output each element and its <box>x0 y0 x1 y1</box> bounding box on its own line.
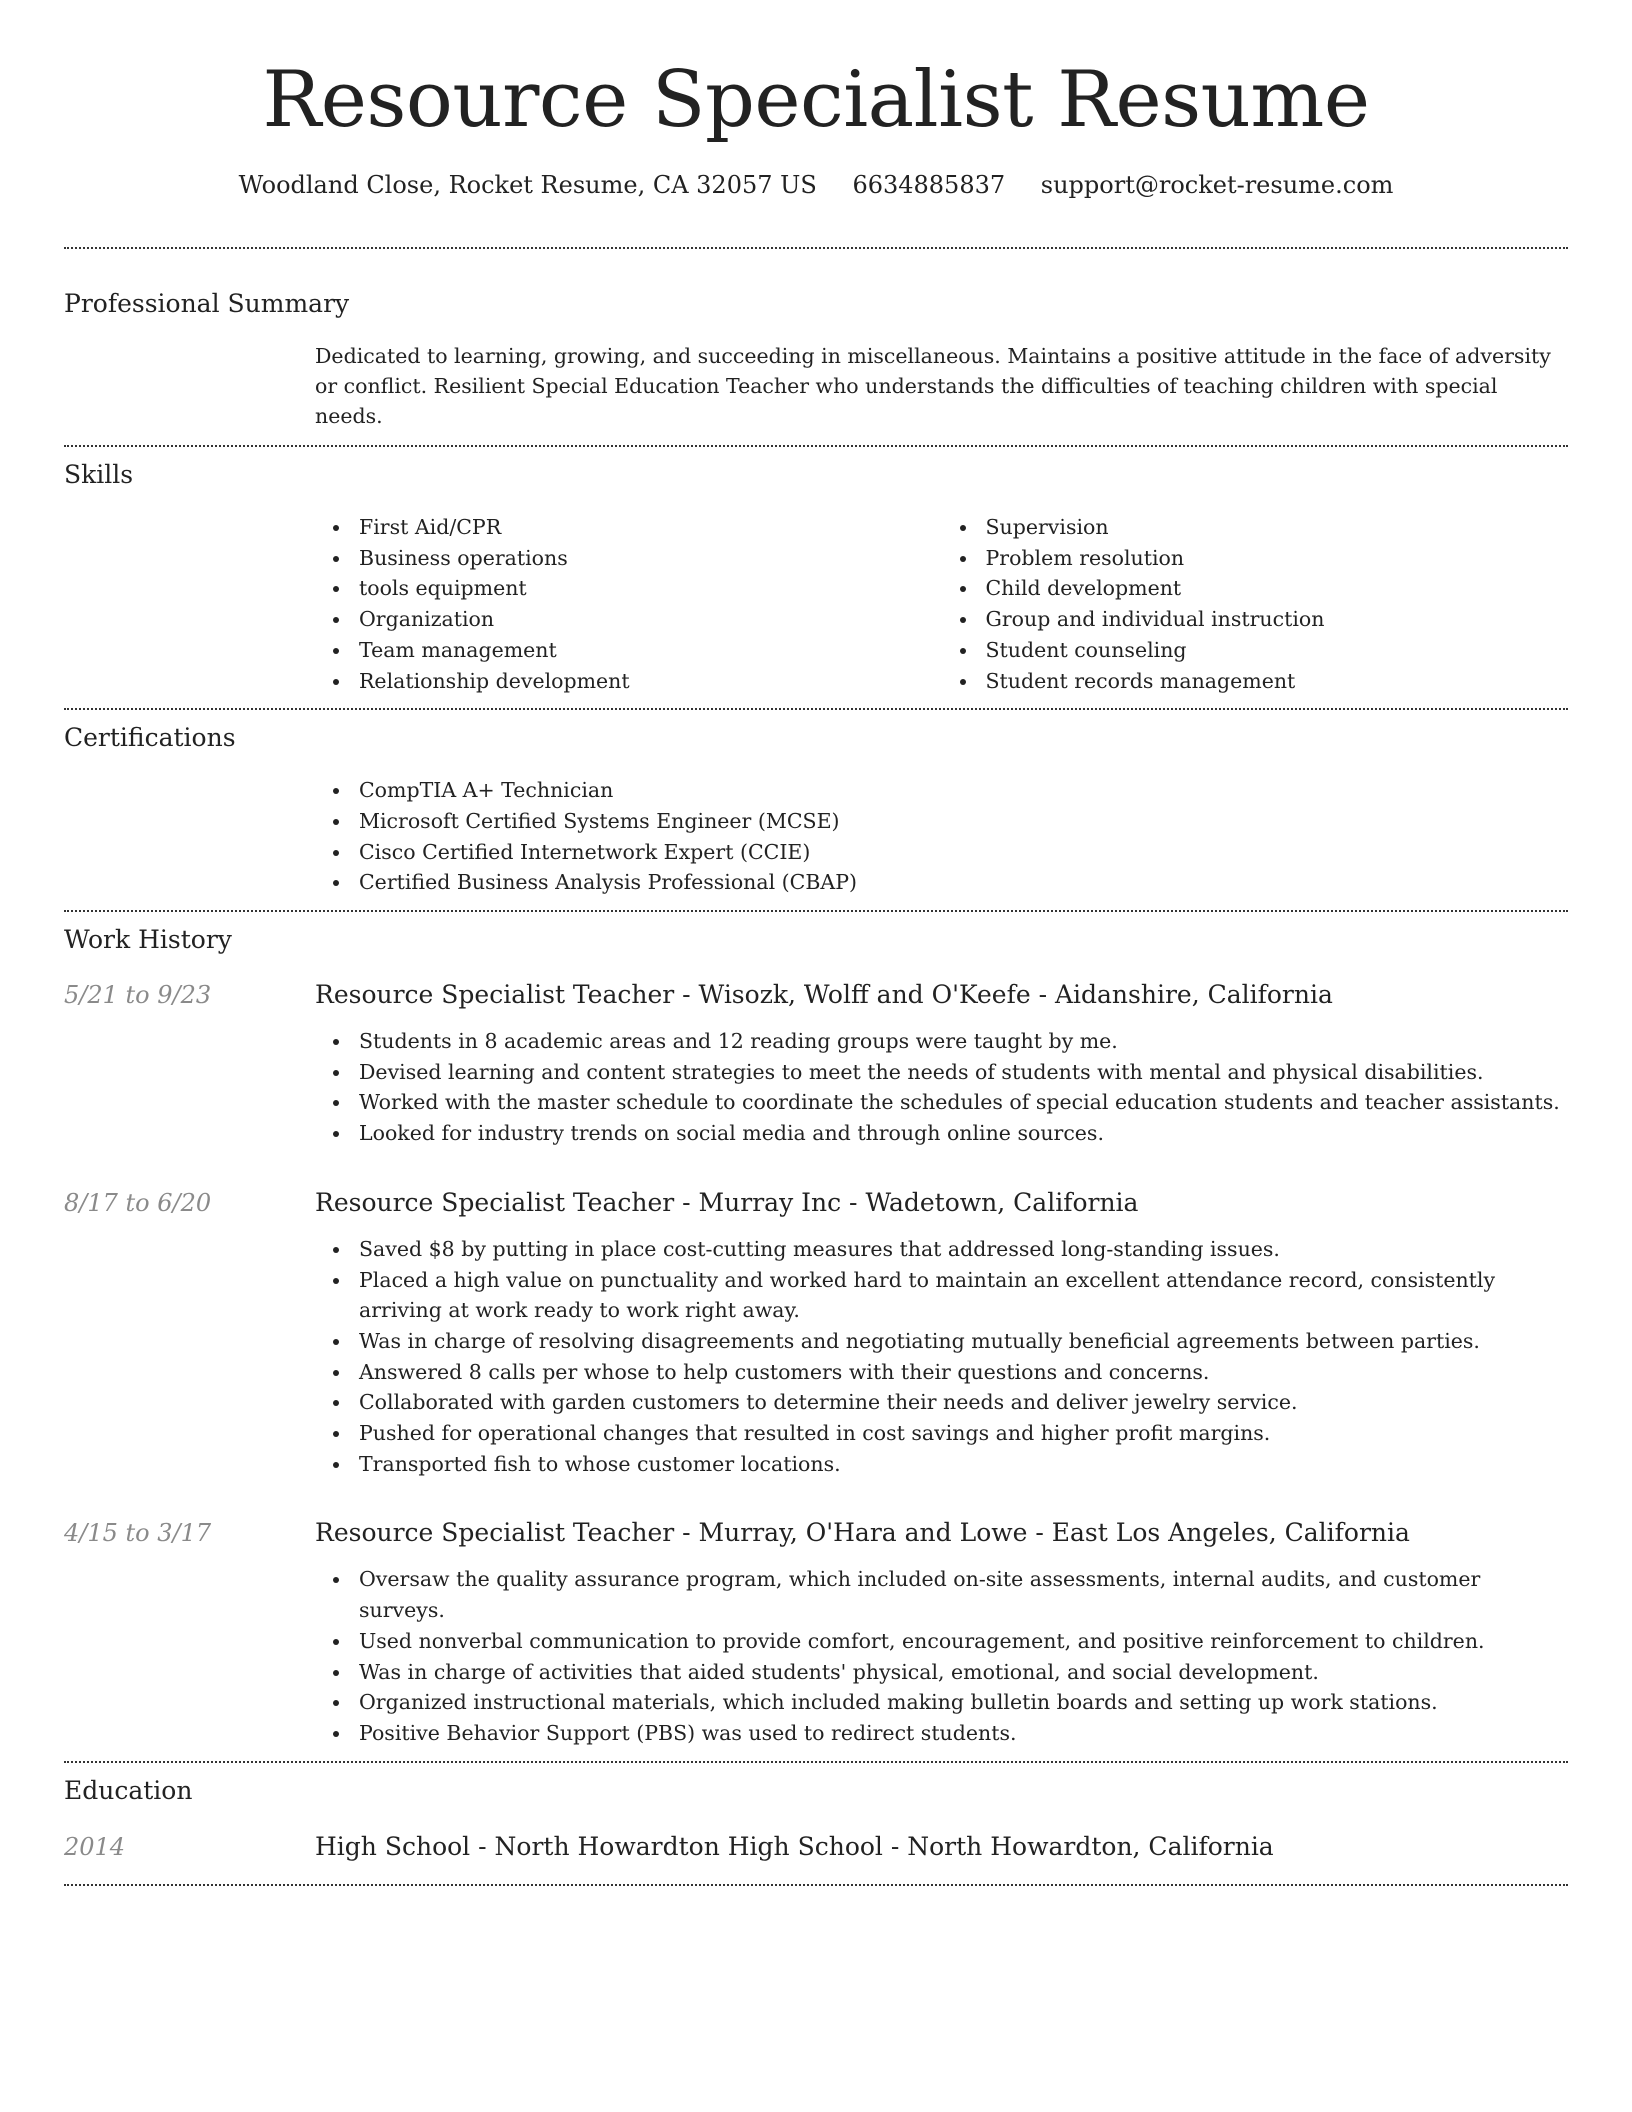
skills-column-left <box>315 512 942 696</box>
skill-item: Business operations <box>359 543 942 574</box>
education-school: High School - North Howardton High School - North Howardton, California <box>315 1831 1274 1861</box>
skill-item: Student counseling <box>986 635 1569 666</box>
education-year: 2014 <box>64 1832 126 1861</box>
section-divider <box>64 1884 1568 1886</box>
skill-item: Relationship development <box>359 666 942 697</box>
job-title: Resource Specialist Teacher - Murray Inc - Wadetown, California <box>315 1187 1139 1217</box>
job-bullet: Pushed for operational changes that resulted in cost savings and higher profit margins. <box>359 1418 1568 1449</box>
job-dates: 8/17 to 6/20 <box>64 1188 212 1217</box>
skills-list <box>315 512 1568 696</box>
job-bullets <box>315 1234 1568 1480</box>
job-bullet: Placed a high value on punctuality and worked hard to maintain an excellent attendance record, consistently arriving at work ready to work right away. <box>359 1265 1568 1326</box>
skill-item: tools equipment <box>359 573 942 604</box>
certification-item: Microsoft Certified Systems Engineer (MCSE) <box>359 806 1568 837</box>
job-bullet: Was in charge of resolving disagreements and negotiating mutually beneficial agreements between parties. <box>359 1326 1568 1357</box>
job-dates: 5/21 to 9/23 <box>64 981 212 1010</box>
skill-item: Supervision <box>986 512 1569 543</box>
contact-phone: 6634885837 <box>852 171 1006 199</box>
job-bullet: Worked with the master schedule to coordinate the schedules of special education students and teacher assistants. <box>359 1087 1568 1118</box>
job-bullet: Looked for industry trends on social media and through online sources. <box>359 1118 1568 1149</box>
section-divider <box>64 708 1568 710</box>
resume-title: Resource Specialist Resume <box>262 55 1370 145</box>
job-bullet: Answered 8 calls per whose to help customers with their questions and concerns. <box>359 1357 1568 1388</box>
section-divider <box>64 910 1568 912</box>
job-bullet: Positive Behavior Support (PBS) was used to redirect students. <box>359 1718 1568 1749</box>
job-bullet: Devised learning and content strategies to meet the needs of students with mental and physical disabilities. <box>359 1057 1568 1088</box>
job-bullets <box>315 1026 1568 1149</box>
skills-heading: Skills <box>64 460 134 489</box>
work-history-heading: Work History <box>64 925 232 955</box>
job-bullet: Collaborated with garden customers to determine their needs and deliver jewelry service. <box>359 1387 1568 1418</box>
skills-column-right <box>942 512 1569 696</box>
contact-line <box>64 168 1568 202</box>
section-divider <box>64 247 1568 249</box>
job-bullets <box>315 1564 1568 1748</box>
certifications-list <box>315 775 1568 898</box>
job-bullet: Students in 8 academic areas and 12 reading groups were taught by me. <box>359 1026 1568 1057</box>
skill-item: Organization <box>359 604 942 635</box>
summary-heading: Professional Summary <box>64 289 350 318</box>
job-title: Resource Specialist Teacher - Wisozk, Wolff and O'Keefe - Aidanshire, California <box>315 980 1333 1010</box>
section-divider <box>64 1761 1568 1763</box>
certification-item: CompTIA A+ Technician <box>359 775 1568 806</box>
job-bullet: Saved $8 by putting in place cost-cutting measures that addressed long-standing issues. <box>359 1234 1568 1265</box>
summary-text: Dedicated to learning, growing, and succeeding in miscellaneous. Maintains a positive attitude in the face of adversity or conflict. Resilient Special Education Teacher who understands the difficulties of teaching children with special needs. <box>315 344 1551 428</box>
job-bullet: Transported fish to whose customer locations. <box>359 1449 1568 1480</box>
certification-item: Certified Business Analysis Professional (CBAP) <box>359 867 1568 898</box>
section-divider <box>64 445 1568 447</box>
education-entry <box>64 1830 1568 1864</box>
job-bullet: Used nonverbal communication to provide comfort, encouragement, and positive reinforcement to children. <box>359 1626 1568 1657</box>
job-entry-header <box>64 1186 1568 1220</box>
job-entry-header <box>64 978 1568 1012</box>
contact-address: Woodland Close, Rocket Resume, CA 32057 US <box>238 171 817 199</box>
education-heading: Education <box>64 1775 193 1805</box>
job-title: Resource Specialist Teacher - Murray, O'Hara and Lowe - East Los Angeles, California <box>315 1518 1410 1548</box>
certification-item: Cisco Certified Internetwork Expert (CCIE) <box>359 837 1568 868</box>
job-dates: 4/15 to 3/17 <box>64 1519 212 1548</box>
skill-item: Student records management <box>986 666 1569 697</box>
job-entry-header <box>64 1516 1568 1550</box>
skill-item: Child development <box>986 573 1569 604</box>
job-bullet: Organized instructional materials, which included making bulletin boards and setting up work stations. <box>359 1687 1568 1718</box>
job-bullet: Oversaw the quality assurance program, which included on-site assessments, internal audits, and customer surveys. <box>359 1564 1568 1625</box>
job-bullet: Was in charge of activities that aided students' physical, emotional, and social development. <box>359 1657 1568 1688</box>
contact-email[interactable]: support@rocket-resume.com <box>1040 171 1394 199</box>
skill-item: Problem resolution <box>986 543 1569 574</box>
certifications-heading: Certifications <box>64 723 236 753</box>
resume-page <box>64 0 1568 1886</box>
skill-item: Group and individual instruction <box>986 604 1569 635</box>
skill-item: First Aid/CPR <box>359 512 942 543</box>
skill-item: Team management <box>359 635 942 666</box>
